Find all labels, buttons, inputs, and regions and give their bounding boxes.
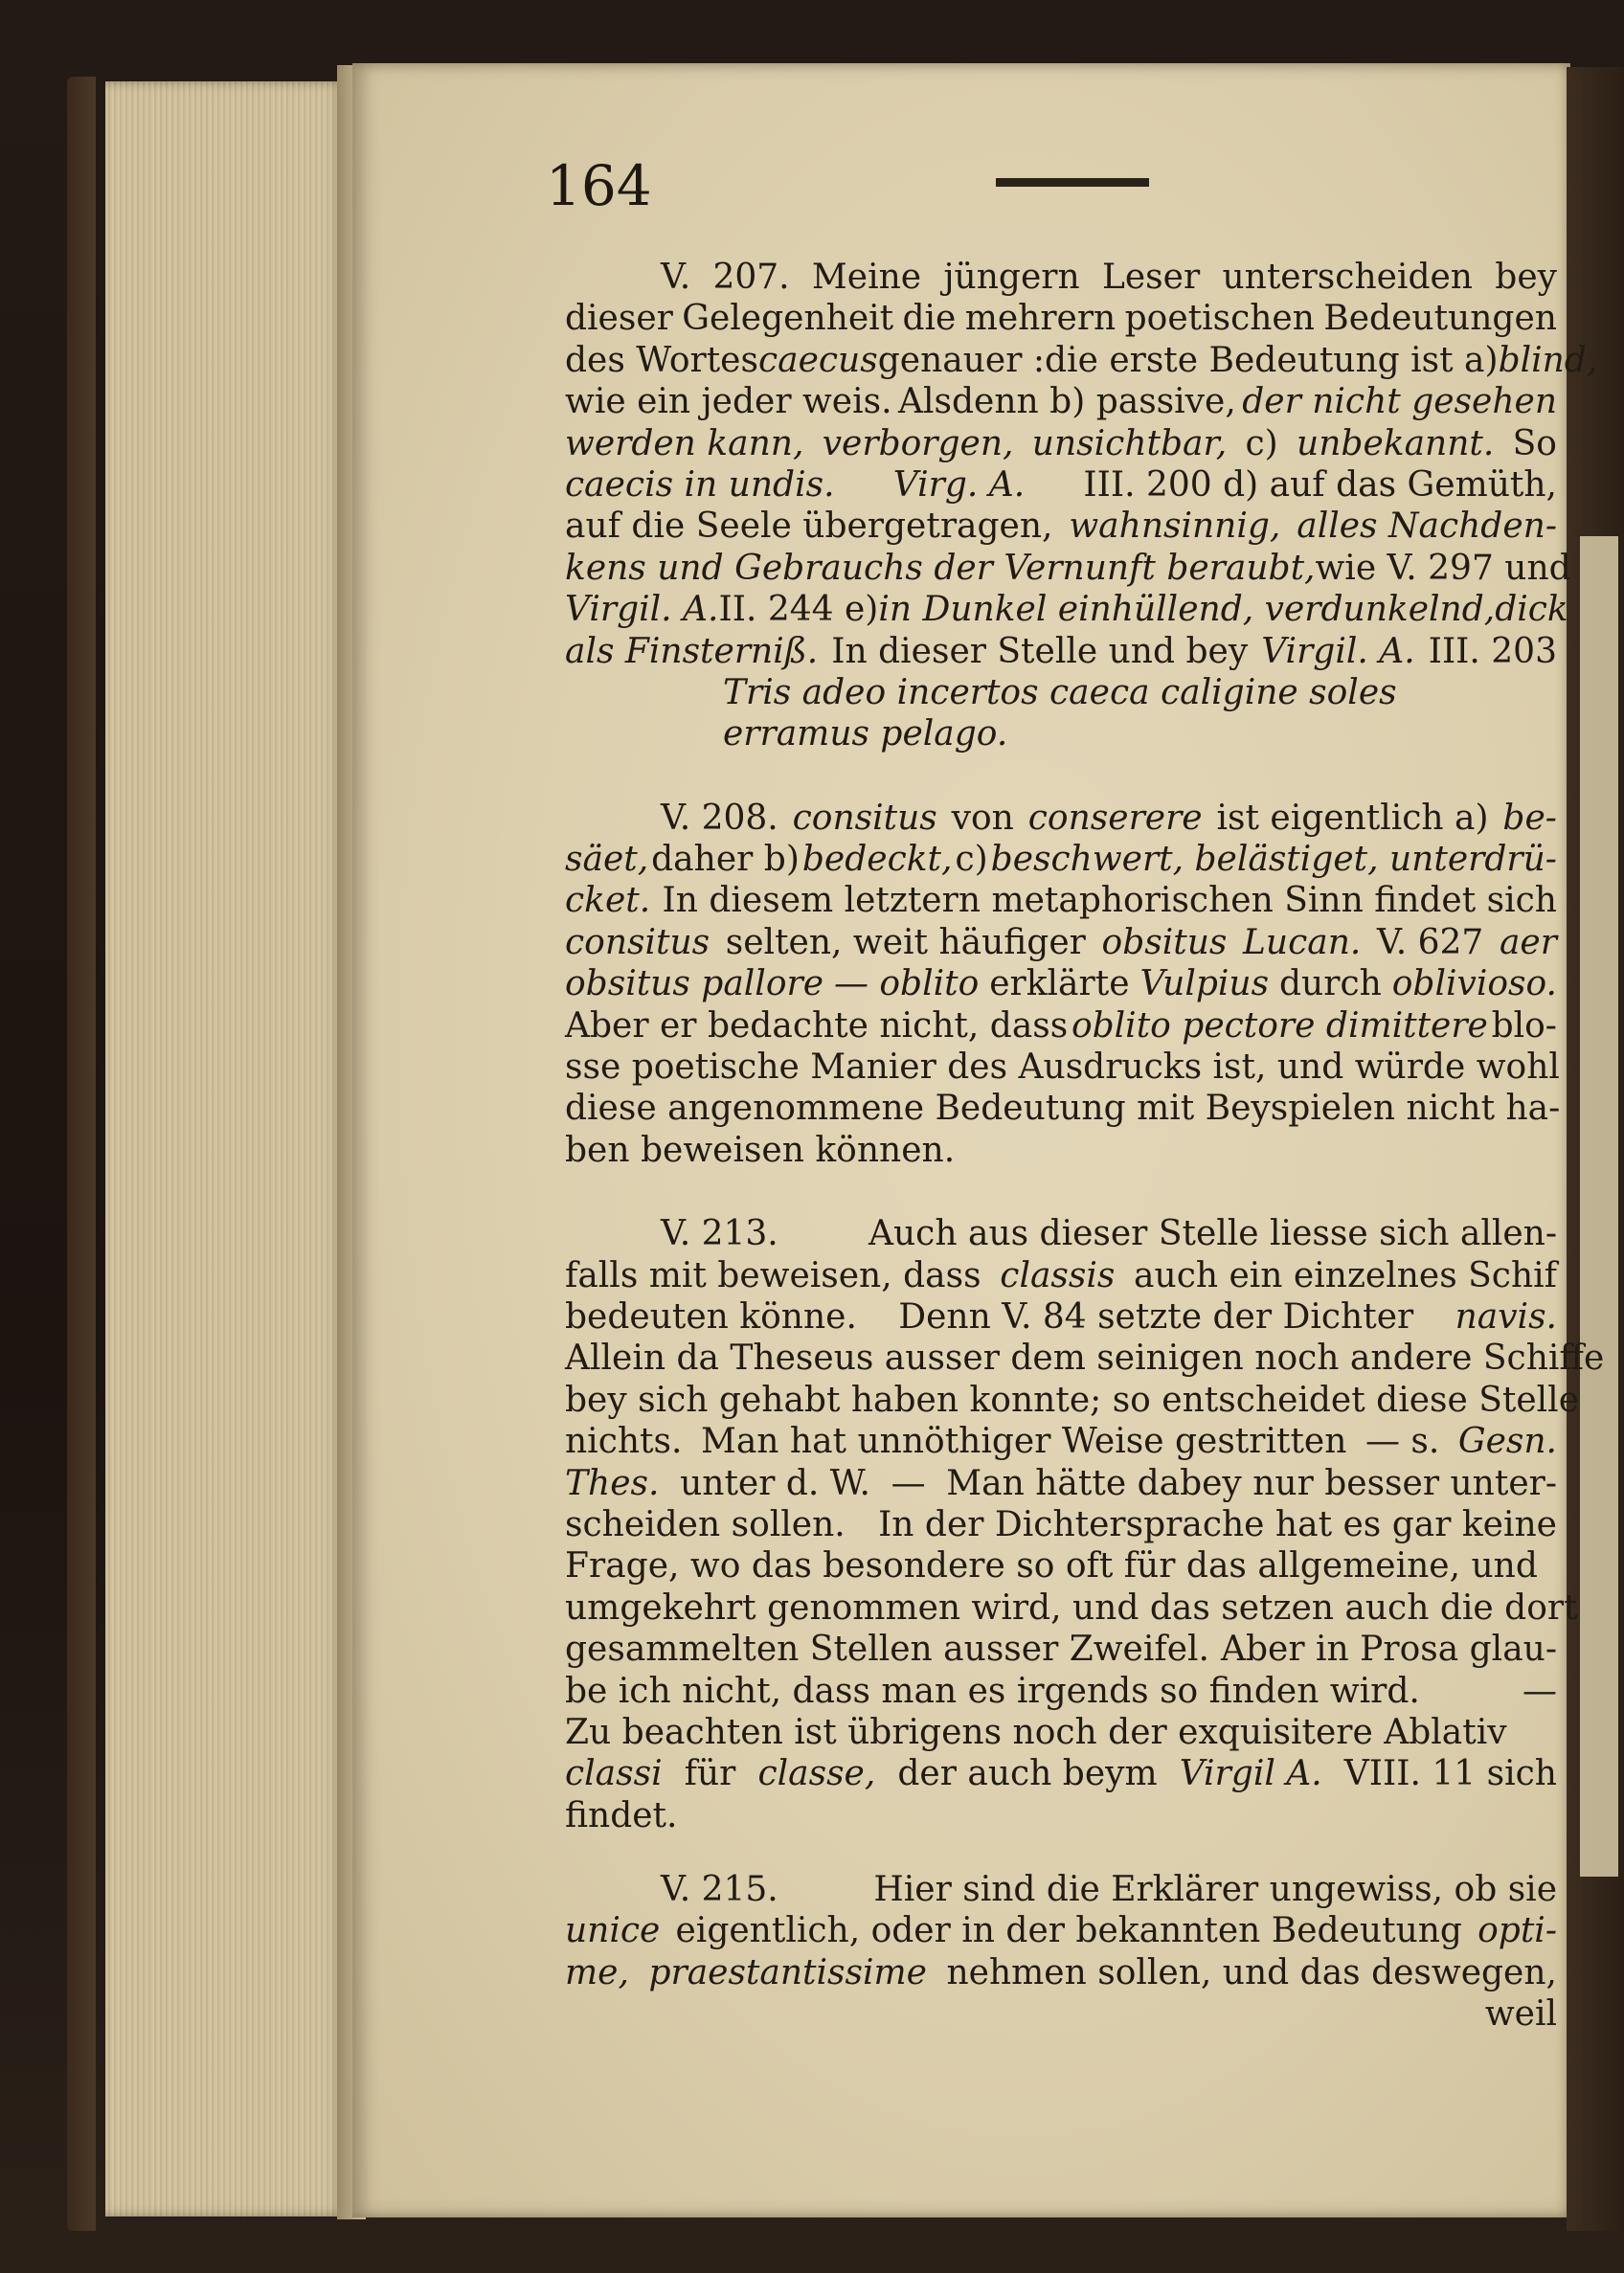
text-line: bedeuten könne. Denn V. 84 setzte der Dichter navis. <box>565 1296 1557 1337</box>
text-line: Allein da Theseus ausser dem seinigen noch andere Schiffe <box>565 1339 1605 1379</box>
text-line: diese angenommene Bedeutung mit Beyspielen nicht ha- <box>565 1089 1561 1129</box>
text-line: V. 215. Hier sind die Erklärer ungewiss, ob sie <box>661 1870 1557 1910</box>
page-stack-edge <box>105 81 345 2217</box>
text-line: gesammelten Stellen ausser Zweifel. Aber in Prosa glau- <box>565 1630 1557 1670</box>
text-line: be ich nicht, dass man es irgends so finden wird. — <box>565 1671 1557 1711</box>
text-line: Zu beachten ist übrigens noch der exquisitere Ablativ <box>565 1712 1507 1752</box>
text-line: als Finsterniß. In dieser Stelle und bey Virgil. A. III. 203 <box>565 631 1557 671</box>
text-line: caecis in undis. Virg. A. III. 200 d) auf das Gemüth, <box>565 464 1557 505</box>
text-line: nichts. Man hat unnöthiger Weise gestritten — s. Gesn. <box>565 1422 1557 1462</box>
text-line: Virgil. A. II. 244 e) in Dunkel einhüllend, verdunkelnd, dick <box>565 590 1568 630</box>
text-line: Frage, wo das besondere so oft für das allgemeine, und <box>565 1546 1538 1587</box>
text-line: classi für classe, der auch beym Virgil A. VIII. 11 sich <box>565 1754 1557 1794</box>
text-line: me, praestantissime nehmen sollen, und das deswegen, <box>565 1952 1557 1992</box>
paragraph-gap <box>565 1836 1557 1869</box>
text-line: V. 208. consitus von conserere ist eigentlich a) be- <box>661 798 1557 838</box>
text-line: V. 213. Auch aus dieser Stelle liesse sich allen- <box>661 1214 1557 1254</box>
quote-line: erramus pelago. <box>723 714 1008 754</box>
text-line: werden kann, verborgen, unsichtbar, c) unbekannt. So <box>565 423 1557 463</box>
text-line: dieser Gelegenheit die mehrern poetischen Bedeutungen <box>565 299 1557 339</box>
paragraph-gap <box>565 1171 1557 1213</box>
quote-line: Tris adeo incertos caeca caligine soles <box>723 672 1397 712</box>
text-line: bey sich gehabt haben konnte; so entscheidet diese Stelle <box>565 1380 1579 1420</box>
text-line: scheiden sollen. In der Dichtersprache hat es gar keine <box>565 1504 1557 1544</box>
facing-page-strip <box>1580 536 1618 1877</box>
text-line: unice eigentlich, oder in der bekannten Bedeutung opti- <box>565 1911 1557 1951</box>
header-ornament-rule <box>996 178 1149 187</box>
text-line: falls mit beweisen, dass classis auch ein einzelnes Schif <box>565 1255 1557 1295</box>
book-cover-edge <box>67 77 96 2231</box>
text-line: wie ein jeder weis. Alsdenn b) passive, der nicht gesehen <box>565 382 1557 422</box>
text-line: cket. In diesem letztern metaphorischen Sinn findet sich <box>565 881 1557 921</box>
text-line: Aber er bedachte nicht, dass oblito pectore dimittere blo- <box>565 1005 1557 1046</box>
paragraph-gap <box>565 755 1557 798</box>
page-text <box>565 257 1605 2036</box>
text-line: consitus selten, weit häufiger obsitus Lucan. V. 627 aer <box>565 922 1557 962</box>
text-line: auf die Seele übergetragen, wahnsinnig, alles Nachden- <box>565 506 1557 547</box>
text-line: umgekehrt genommen wird, und das setzen auch die dort <box>565 1587 1578 1628</box>
text-line: findet. <box>565 1795 678 1835</box>
text-line: Thes. unter d. W. — Man hätte dabey nur besser unter- <box>565 1463 1557 1503</box>
text-line: ben beweisen können. <box>565 1130 956 1170</box>
page-number: 164 <box>546 153 652 218</box>
catchword: weil <box>1484 1994 1557 2035</box>
text-line: des Wortes caecus genauer : die erste Bedeutung ist a) blind, <box>565 340 1598 380</box>
text-line: sse poetische Manier des Ausdrucks ist, und würde wohl <box>565 1047 1560 1088</box>
text-line: kens und Gebrauchs der Vernunft beraubt, wie V. 297 und <box>565 548 1571 588</box>
text-line: säet, daher b) bedeckt, c) beschwert, belästiget, unterdrü- <box>565 840 1557 880</box>
text-line: obsitus pallore — oblito erklärte Vulpius durch oblivioso. <box>565 964 1557 1004</box>
text-line: V. 207. Meine jüngern Leser unterscheiden bey <box>661 258 1557 297</box>
